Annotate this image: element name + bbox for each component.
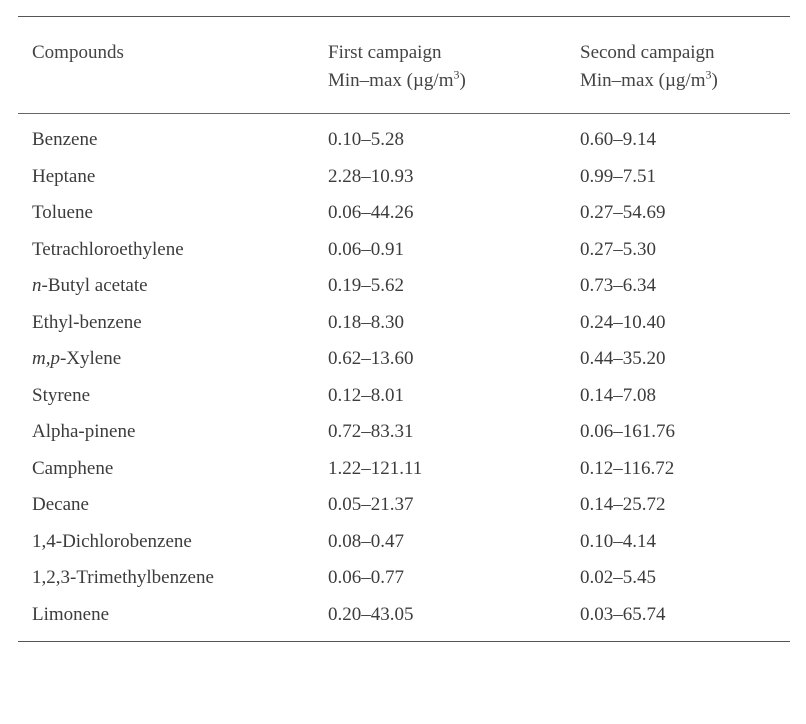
table-row <box>18 195 790 232</box>
cell-compound-name: -Xylene <box>59 348 122 370</box>
header-first-unit-close: ) <box>459 70 466 91</box>
cell-first-campaign: 0.72–83.31 <box>328 421 414 443</box>
cell-compound <box>18 348 328 370</box>
table-row <box>18 341 790 378</box>
table-header <box>18 17 790 113</box>
table-row <box>18 268 790 305</box>
cell-compound <box>18 166 328 188</box>
cell-second-campaign: 0.27–54.69 <box>580 202 666 224</box>
table-row <box>18 305 790 342</box>
header-first-campaign-unit <box>328 67 580 95</box>
cell-second-campaign: 0.27–5.30 <box>580 238 656 260</box>
cell-compound-prefix: n <box>32 275 42 297</box>
cell-compound <box>18 129 328 151</box>
table-row <box>18 232 790 269</box>
cell-compound-name: Benzene <box>32 129 98 151</box>
table-row <box>18 414 790 451</box>
table-row <box>18 159 790 196</box>
header-second-campaign-title: Second campaign <box>580 42 715 63</box>
header-first-unit-sup: 3 <box>453 67 460 82</box>
cell-compound <box>18 312 328 334</box>
header-second-campaign-unit <box>580 67 790 95</box>
cell-second-campaign: 0.12–116.72 <box>580 457 675 479</box>
cell-first-campaign: 0.06–44.26 <box>328 202 414 224</box>
cell-second-campaign: 0.60–9.14 <box>580 129 656 151</box>
cell-second-campaign: 0.06–161.76 <box>580 421 675 443</box>
cell-compound <box>18 604 328 626</box>
cell-second-campaign: 0.10–4.14 <box>580 530 656 552</box>
cell-compound-name: Alpha-pinene <box>32 421 136 443</box>
cell-first-campaign: 2.28–10.93 <box>328 165 414 187</box>
cell-compound <box>18 275 328 297</box>
header-second-campaign <box>580 39 790 95</box>
header-compounds: Compounds <box>32 42 124 63</box>
cell-compound <box>18 202 328 224</box>
cell-first-campaign: 1.22–121.11 <box>328 457 423 479</box>
cell-first-campaign: 0.20–43.05 <box>328 603 414 625</box>
cell-compound <box>18 531 328 553</box>
table-row <box>18 451 790 488</box>
cell-first-campaign: 0.08–0.47 <box>328 530 404 552</box>
cell-compound <box>18 385 328 407</box>
cell-compound-name: -Butyl acetate <box>41 275 148 297</box>
cell-compound-name: Toluene <box>32 202 93 224</box>
cell-second-campaign: 0.24–10.40 <box>580 311 666 333</box>
cell-compound-name: 1,2,3-Trimethylbenzene <box>32 567 214 589</box>
cell-compound <box>18 567 328 589</box>
cell-compound-prefix: m,p <box>32 348 60 370</box>
table-row <box>18 597 790 634</box>
cell-compound-name: Decane <box>32 494 89 516</box>
cell-second-campaign: 0.14–25.72 <box>580 494 666 516</box>
table-row <box>18 524 790 561</box>
cell-compound-name: Heptane <box>32 165 96 187</box>
cell-compound-name: Ethyl-benzene <box>32 311 142 333</box>
table-row <box>18 122 790 159</box>
cell-first-campaign: 0.19–5.62 <box>328 275 404 297</box>
cell-compound <box>18 494 328 516</box>
cell-second-campaign: 0.03–65.74 <box>580 603 666 625</box>
header-second-unit-text: Min–max (µg/m <box>580 70 706 91</box>
table-row <box>18 487 790 524</box>
cell-compound-name: Limonene <box>32 603 110 625</box>
cell-compound-name: Camphene <box>32 457 114 479</box>
header-first-campaign-title: First campaign <box>328 42 442 63</box>
cell-first-campaign: 0.62–13.60 <box>328 348 414 370</box>
cell-first-campaign: 0.05–21.37 <box>328 494 414 516</box>
header-second-unit-close: ) <box>711 70 718 91</box>
cell-compound-name: 1,4-Dichlorobenzene <box>32 530 192 552</box>
table-row <box>18 378 790 415</box>
cell-first-campaign: 0.12–8.01 <box>328 384 404 406</box>
table-body <box>18 114 790 641</box>
cell-compound <box>18 239 328 261</box>
cell-compound-name: Tetrachloroethylene <box>32 238 184 260</box>
cell-second-campaign: 0.14–7.08 <box>580 384 656 406</box>
cell-second-campaign: 0.73–6.34 <box>580 275 656 297</box>
table-row <box>18 560 790 597</box>
cell-compound-name: Styrene <box>32 384 91 406</box>
cell-first-campaign: 0.06–0.77 <box>328 567 404 589</box>
cell-second-campaign: 0.44–35.20 <box>580 348 666 370</box>
table-caption-fragment <box>18 0 790 14</box>
cell-compound <box>18 421 328 443</box>
header-first-unit-text: Min–max (µg/m <box>328 70 454 91</box>
table-bottom-rule <box>18 641 790 642</box>
cell-first-campaign: 0.06–0.91 <box>328 238 404 260</box>
cell-first-campaign: 0.18–8.30 <box>328 311 404 333</box>
cell-compound <box>18 458 328 480</box>
header-second-unit-sup: 3 <box>705 67 712 82</box>
cell-first-campaign: 0.10–5.28 <box>328 129 404 151</box>
cell-second-campaign: 0.99–7.51 <box>580 165 656 187</box>
data-table <box>18 0 790 642</box>
cell-second-campaign: 0.02–5.45 <box>580 567 656 589</box>
header-first-campaign <box>328 39 580 95</box>
